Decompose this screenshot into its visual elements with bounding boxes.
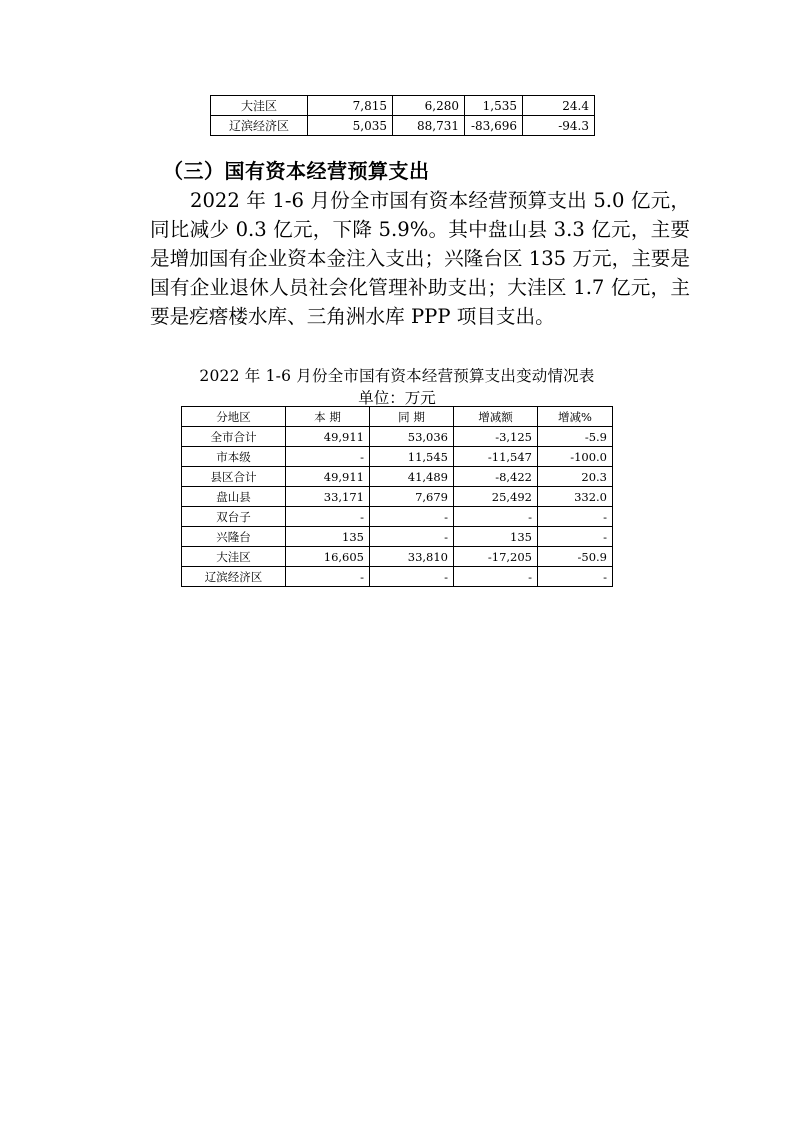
cell-current: 5,035 (308, 116, 393, 136)
table-row (211, 116, 595, 136)
cell-previous: 6,280 (393, 96, 465, 116)
expenditure-table (181, 406, 613, 587)
cell-previous: - (370, 527, 454, 547)
table-row (182, 427, 613, 447)
cell-previous: 33,810 (370, 547, 454, 567)
header-region: 分地区 (182, 407, 286, 427)
header-current: 本 期 (286, 407, 370, 427)
table-row (182, 547, 613, 567)
cell-name: 全市合计 (182, 427, 286, 447)
cell-current: 16,605 (286, 547, 370, 567)
cell-current: 49,911 (286, 427, 370, 447)
continued-table-body (211, 96, 595, 136)
cell-pct: -94.3 (523, 116, 595, 136)
cell-current: 135 (286, 527, 370, 547)
cell-pct: 20.3 (538, 467, 613, 487)
cell-name: 市本级 (182, 447, 286, 467)
cell-current: 33,171 (286, 487, 370, 507)
cell-name: 双台子 (182, 507, 286, 527)
cell-change: 25,492 (454, 487, 538, 507)
cell-previous: - (370, 567, 454, 587)
cell-change: -3,125 (454, 427, 538, 447)
cell-previous: 41,489 (370, 467, 454, 487)
table-unit: 单位：万元 (358, 389, 436, 407)
table-row (182, 467, 613, 487)
table-row (182, 527, 613, 547)
section-paragraph: 2022 年 1-6 月份全市国有资本经营预算支出 5.0 亿元，同比减少 0.3 亿元，下降 5.9%。其中盘山县 3.3 亿元，主要是增加国有企业资本金注入支出；兴隆台区 135 万元，主要是国有企业退休人员社会化管理补助支出；大洼区 1.7 亿元，主要是疙瘩楼水库、三角洲水库 PPP 项目支出。 (150, 189, 690, 328)
cell-pct: - (538, 527, 613, 547)
table-row (182, 567, 613, 587)
cell-change: -8,422 (454, 467, 538, 487)
cell-previous: - (370, 507, 454, 527)
table-header-row (182, 407, 613, 427)
cell-previous: 88,731 (393, 116, 465, 136)
table-row (182, 487, 613, 507)
cell-change: 135 (454, 527, 538, 547)
cell-current: - (286, 447, 370, 467)
expenditure-table-body (182, 427, 613, 587)
continued-table (210, 95, 595, 136)
cell-previous: 53,036 (370, 427, 454, 447)
cell-previous: 11,545 (370, 447, 454, 467)
cell-name: 大洼区 (182, 547, 286, 567)
cell-change: - (454, 507, 538, 527)
table-title: 2022 年 1-6 月份全市国有资本经营预算支出变动情况表 (199, 367, 595, 385)
cell-change: -11,547 (454, 447, 538, 467)
cell-change: -83,696 (465, 116, 523, 136)
cell-current: - (286, 507, 370, 527)
table-row (182, 507, 613, 527)
table-row (182, 447, 613, 467)
cell-pct: 332.0 (538, 487, 613, 507)
cell-name: 盘山县 (182, 487, 286, 507)
cell-name: 兴隆台 (182, 527, 286, 547)
cell-name: 大洼区 (211, 96, 308, 116)
cell-pct: -100.0 (538, 447, 613, 467)
cell-change: - (454, 567, 538, 587)
cell-pct: - (538, 567, 613, 587)
table-row (211, 96, 595, 116)
cell-previous: 7,679 (370, 487, 454, 507)
cell-change: 1,535 (465, 96, 523, 116)
cell-pct: -5.9 (538, 427, 613, 447)
cell-name: 辽滨经济区 (211, 116, 308, 136)
cell-current: 49,911 (286, 467, 370, 487)
section-heading: （三）国有资本经营预算支出 (163, 159, 430, 183)
cell-name: 辽滨经济区 (182, 567, 286, 587)
header-previous: 同 期 (370, 407, 454, 427)
cell-name: 县区合计 (182, 467, 286, 487)
cell-pct: 24.4 (523, 96, 595, 116)
header-change: 增减额 (454, 407, 538, 427)
cell-pct: - (538, 507, 613, 527)
cell-pct: -50.9 (538, 547, 613, 567)
cell-change: -17,205 (454, 547, 538, 567)
cell-current: - (286, 567, 370, 587)
cell-current: 7,815 (308, 96, 393, 116)
header-pct: 增减% (538, 407, 613, 427)
